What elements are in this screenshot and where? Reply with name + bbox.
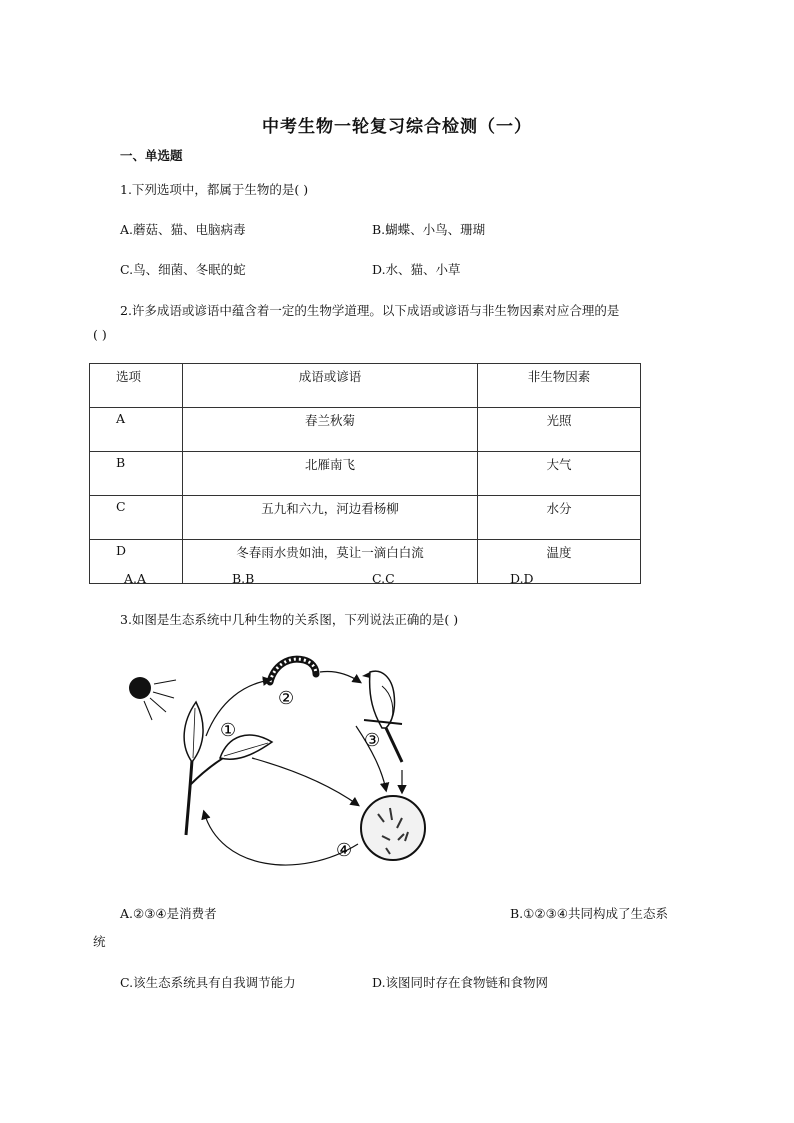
- table-header-row: [90, 364, 641, 408]
- table-cell: 五九和六九，河边看杨柳: [183, 496, 478, 540]
- table-row: [90, 452, 641, 496]
- table-header-cell: 成语或谚语: [183, 364, 478, 408]
- diagram-label-3: ③: [364, 730, 381, 751]
- table-row: [90, 408, 641, 452]
- table-cell: C: [90, 496, 183, 540]
- caterpillar-icon: [270, 659, 316, 682]
- table-cell: 冬春雨水贵如油，莫让一滴白白流: [183, 540, 478, 584]
- diagram-label-1: ①: [220, 720, 237, 741]
- question-1-option-c: C.鸟、细菌、冬眠的蛇: [120, 262, 246, 277]
- question-2-option-d: D.D: [510, 571, 534, 586]
- table-cell: 温度: [478, 540, 641, 584]
- question-2-option-c: C.C: [372, 571, 395, 586]
- question-2-option-b: B.B: [232, 571, 255, 586]
- page-title: 中考生物一轮复习综合检测（一）: [262, 117, 532, 137]
- question-2-option-a: A.A: [124, 571, 147, 586]
- question-1-option-d: D.水、猫、小草: [372, 262, 461, 277]
- diagram-label-4: ④: [336, 840, 353, 861]
- section-heading: 一、单选题: [120, 148, 183, 163]
- question-3-option-c: C.该生态系统具有自我调节能力: [120, 975, 296, 990]
- question-1-option-b: B.蝴蝶、小鸟、珊瑚: [372, 222, 486, 237]
- question-1-stem: 1.下列选项中，都属于生物的是( ): [120, 182, 309, 197]
- question-3-option-a: A.②③④是消费者: [120, 906, 217, 921]
- table-header-cell: 选项: [90, 364, 183, 408]
- table-row: [90, 540, 641, 584]
- ecosystem-diagram: [120, 640, 430, 895]
- table-cell: 光照: [478, 408, 641, 452]
- question-3-stem: 3.如图是生态系统中几种生物的关系图，下列说法正确的是( ): [120, 612, 459, 627]
- decomposer-icon: [361, 796, 425, 860]
- table-cell: 春兰秋菊: [183, 408, 478, 452]
- diagram-label-2: ②: [278, 688, 295, 709]
- sun-icon: [129, 677, 176, 720]
- question-3-option-d: D.该图同时存在食物链和食物网: [372, 975, 549, 990]
- table-row: [90, 496, 641, 540]
- table-cell: 水分: [478, 496, 641, 540]
- table-header-cell: 非生物因素: [478, 364, 641, 408]
- question-1-option-a: A.蘑菇、猫、电脑病毒: [120, 222, 246, 237]
- table-cell: B: [90, 452, 183, 496]
- question-2-table: [89, 363, 641, 584]
- table-cell: 北雁南飞: [183, 452, 478, 496]
- question-3-option-b: B.①②③④共同构成了生态系: [510, 906, 668, 921]
- table-cell: D: [90, 540, 183, 584]
- table-cell: 大气: [478, 452, 641, 496]
- question-2-stem: 2.许多成语或谚语中蕴含着一定的生物学道理。以下成语或谚语与非生物因素对应合理的是: [120, 303, 620, 318]
- question-3-option-b-continued: 统: [93, 934, 106, 949]
- table-cell: A: [90, 408, 183, 452]
- question-2-stem-continued: ( ): [93, 327, 107, 342]
